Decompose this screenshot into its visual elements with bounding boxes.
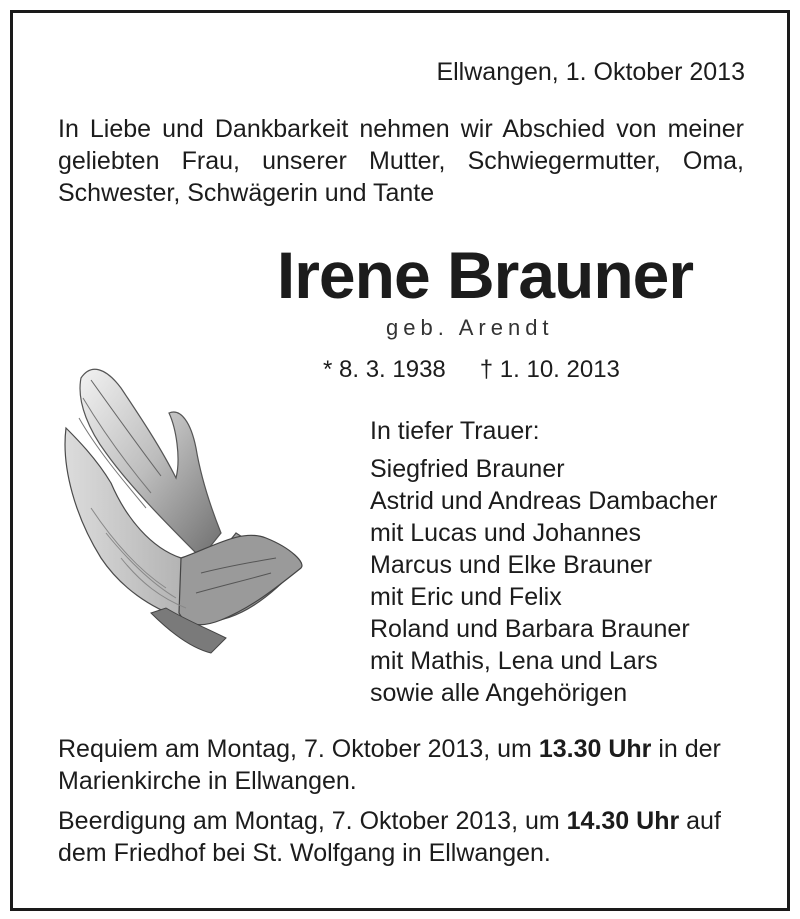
mourner-name: mit Eric und Felix [370, 583, 562, 611]
mourner-name: mit Mathis, Lena und Lars [370, 647, 658, 675]
burial-text-after: auf dem Friedhof bei St. Wolfgang in Ellwangen. [58, 807, 721, 867]
mourners-list [370, 415, 717, 709]
praying-hands-icon [51, 358, 309, 658]
requiem-time: 13.30 Uhr [538, 735, 652, 763]
birth-date: * 8. 3. 1938 [323, 356, 446, 383]
requiem-info [58, 733, 758, 797]
mourner-name: Astrid und Andreas Dambacher [370, 487, 718, 515]
place-date: Ellwangen, 1. Oktober 2013 [436, 58, 745, 86]
burial-text-before: Beerdigung am Montag, 7. Oktober 2013, um [58, 807, 567, 835]
mourner-name: sowie alle Angehörigen [370, 679, 628, 707]
maiden-name: geb. Arendt [386, 315, 554, 340]
obituary-notice [10, 10, 790, 911]
deceased-name: Irene Brauner [276, 238, 694, 312]
burial-time: 14.30 Uhr [566, 807, 680, 835]
mourner-name: mit Lucas und Johannes [370, 519, 642, 547]
mourner-name: Marcus und Elke Brauner [370, 551, 653, 579]
requiem-text-after: in der Marienkirche in Ellwangen. [58, 735, 721, 795]
mourners-heading: In tiefer Trauer: [370, 417, 540, 445]
life-dates [323, 356, 620, 384]
burial-info [58, 805, 758, 869]
intro-text: In Liebe und Dankbarkeit nehmen wir Abschied von meiner geliebten Frau, unserer Mutter, Schwiegermutter, Oma, Schwester, Schwägerin und Tante [58, 115, 744, 207]
death-date: † 1. 10. 2013 [479, 356, 620, 383]
mourner-name: Roland und Barbara Brauner [370, 615, 690, 643]
requiem-text-before: Requiem am Montag, 7. Oktober 2013, um [58, 735, 539, 763]
mourner-name: Siegfried Brauner [370, 455, 565, 483]
